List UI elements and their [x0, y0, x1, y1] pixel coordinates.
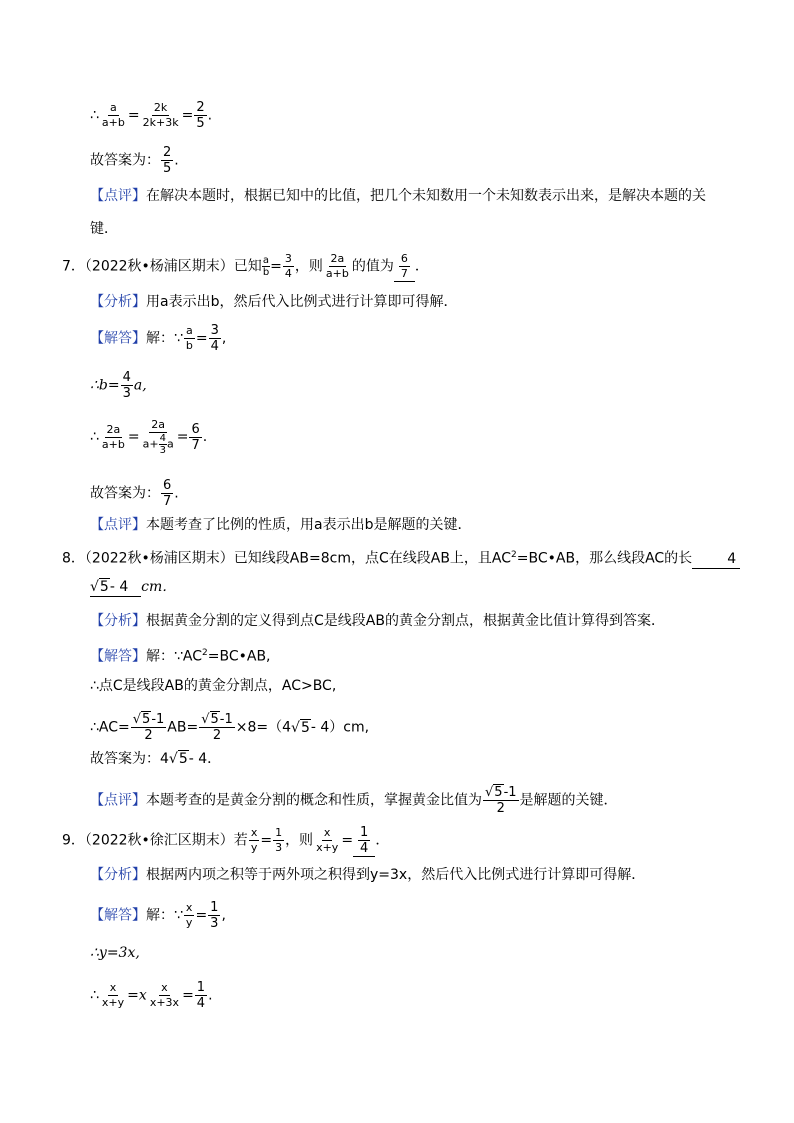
sqrt-icon: √5: [168, 751, 188, 767]
text: - 4．: [188, 751, 222, 767]
question-number: 8．: [62, 550, 85, 567]
question-number: 7．: [62, 258, 85, 275]
sqrt-icon: √5: [291, 719, 310, 736]
fraction: $\frac{6}{7}$: [191, 421, 200, 453]
fraction: $\frac{2a}{a+b}$: [325, 252, 349, 280]
analysis-text: 根据黄金分割的定义得到点C是线段AB的黄金分割点，根据黄金比值计算得到答案．: [146, 613, 665, 629]
text: 解：∵AC: [146, 648, 203, 665]
comment-text: 是解题的关键．: [519, 792, 618, 809]
superscript: 2: [202, 648, 208, 658]
q7-answer: [90, 478, 179, 509]
equals: =: [195, 330, 208, 347]
fraction: $\frac{3}{4}$: [210, 323, 219, 354]
analysis-tag: 【分析】: [90, 294, 146, 310]
comment-text: 在解决本题时，根据已知中的比值，把几个未知数用一个未知数表示出来，是解决本题的关: [146, 188, 706, 204]
q8-step3: [90, 712, 369, 743]
text: ∴点C是线段AB的黄金分割点，AC>BC,: [90, 678, 337, 694]
text: 解：∵: [146, 330, 183, 347]
fraction: $\frac{2k}{2k+3k}$: [142, 101, 179, 129]
fraction: $\frac{x}{x+3x}$: [149, 981, 180, 1009]
q8-step2: [90, 677, 336, 695]
comment-tag: 【点评】: [90, 792, 146, 809]
fraction: $\frac{√5-1}{2}$: [201, 712, 233, 743]
text: ×8=（4: [235, 719, 292, 736]
period: .: [174, 152, 179, 169]
q9-solution: [90, 900, 226, 931]
answer-label: 故答案为：4: [90, 751, 169, 767]
question-text: （2022秋•杨浦区期末）已知线段AB=8cm，点C在线段AB上，且AC: [84, 550, 512, 567]
fraction: $\frac{a}{a+b}$: [101, 101, 125, 129]
q8-answer: [90, 750, 221, 768]
text: - 4）cm,: [310, 719, 370, 736]
q6-comment: [90, 187, 706, 205]
q6-comment-cont: [90, 220, 118, 238]
fraction: $\frac{1}{4}$: [360, 825, 369, 856]
text: ∴b=: [90, 377, 120, 394]
fraction: $\frac{x}{x+y}$: [316, 826, 339, 854]
solution-tag: 【解答】: [90, 330, 146, 347]
equals: =: [182, 987, 194, 1004]
equals: =: [127, 107, 140, 124]
therefore-symbol: ∴: [90, 107, 99, 124]
fraction: $\frac{√5-1}{2}$: [132, 712, 165, 743]
q7-question: [62, 252, 429, 282]
q9-step3: [90, 980, 213, 1011]
fraction: $\frac{x}{y}$: [250, 826, 258, 854]
comma: ,: [221, 330, 227, 347]
fraction: $\frac{1}{3}$: [275, 826, 283, 854]
q8-question-cont: [90, 578, 176, 597]
text: 的值为: [351, 258, 394, 275]
analysis-tag: 【分析】: [90, 613, 146, 629]
question-number: 9．: [62, 832, 85, 849]
text: =x: [127, 987, 147, 1004]
fraction: $\frac{x}{y}$: [185, 901, 193, 929]
equals: =: [341, 832, 354, 849]
period: .: [208, 987, 213, 1004]
fraction: $\frac{x}{x+y}$: [101, 981, 125, 1009]
question-source: （2022秋•徐汇区期末）若: [84, 832, 248, 849]
superscript: 2: [511, 550, 517, 560]
fraction: $\frac{2}{5}$: [163, 145, 172, 176]
q6-answer: [90, 145, 179, 176]
question-text: =BC•AB，那么线段AC的长: [516, 550, 693, 567]
answer-label: 故答案为：: [90, 152, 160, 169]
answer-label: 故答案为：: [90, 485, 160, 502]
text: a,: [133, 377, 147, 394]
analysis-tag: 【分析】: [90, 867, 146, 883]
fraction: $\frac{1}{3}$: [210, 900, 219, 931]
solution-tag: 【解答】: [90, 648, 146, 665]
sqrt-icon: √5: [485, 785, 503, 800]
q9-question: [62, 825, 389, 857]
answer-blank: 4: [692, 550, 740, 569]
period: ．: [414, 258, 429, 275]
period: .: [207, 107, 213, 124]
comment-text: 键．: [90, 221, 118, 237]
sqrt-icon: √5: [201, 712, 219, 727]
text: =BC•AB,: [207, 648, 271, 665]
comment-tag: 【点评】: [90, 188, 146, 204]
equals: =: [176, 429, 189, 445]
q7-solution: [90, 323, 226, 354]
q9-analysis: [90, 866, 645, 884]
period: .: [174, 485, 179, 502]
unit: cm．: [141, 579, 177, 595]
q7-comment: [90, 516, 471, 534]
q8-solution: [90, 644, 271, 666]
answer-blank: [353, 825, 375, 857]
fraction: $\frac{1}{4}$: [196, 980, 206, 1011]
comment-text: 本题考查的是黄金分割的概念和性质，掌握黄金比值为: [146, 792, 482, 809]
therefore-symbol: ∴: [90, 429, 99, 445]
sqrt-icon: √5: [90, 579, 109, 595]
period: .: [202, 429, 208, 445]
fraction: $\frac{a}{b}$: [185, 324, 193, 352]
fraction: $\frac{6}{7}$: [400, 252, 408, 280]
equals: =: [260, 832, 273, 849]
question-source: （2022秋•杨浦区期末）已知: [84, 258, 262, 275]
fraction: $\frac{4}{3}$: [122, 370, 131, 401]
fraction: $\frac{2a}{a+b}$: [101, 422, 125, 451]
comma: ,: [221, 907, 226, 924]
analysis-text: 根据两内项之积等于两外项之积得到y=3x，然后代入比例式进行计算即可得解．: [146, 867, 646, 883]
text: ，则: [294, 258, 323, 275]
text: ∴AC=: [90, 719, 130, 736]
q8-comment: [90, 785, 618, 816]
therefore-symbol: ∴: [90, 987, 99, 1004]
period: ．: [375, 832, 390, 849]
fraction: $\frac{2}{5}$: [196, 100, 205, 131]
equals: =: [270, 258, 282, 275]
equals: =: [127, 429, 140, 445]
answer-blank: √5- 4: [90, 578, 141, 597]
solution-tag: 【解答】: [90, 907, 146, 924]
q8-question: [62, 546, 740, 569]
text: AB=: [167, 719, 199, 736]
comment-tag: 【点评】: [90, 517, 146, 533]
comment-text: 本题考查了比例的性质，用a表示出b是解题的关键．: [146, 517, 472, 533]
equals: =: [195, 907, 208, 924]
q7-step2: [90, 370, 147, 401]
q8-analysis: [90, 612, 665, 630]
text: ，则: [285, 832, 314, 849]
fraction: $\frac{6}{7}$: [163, 478, 172, 509]
fraction: $\frac{3}{4}$: [284, 252, 292, 280]
text: ∴y=3x,: [90, 945, 140, 961]
q7-analysis: [90, 293, 457, 311]
fraction: $\frac{a}{b}$: [262, 255, 270, 278]
q7-step3: [90, 418, 207, 456]
fraction: $\frac{4}{3}$: [159, 433, 166, 456]
analysis-text: 用a表示出b，然后代入比例式进行计算即可得解．: [146, 294, 458, 310]
fraction: $\frac{√5-1}{2}$: [485, 785, 517, 816]
sqrt-icon: √5: [132, 712, 151, 727]
q9-step2: [90, 944, 140, 962]
q6-step-result: [90, 100, 212, 131]
answer-blank: [394, 252, 415, 282]
equals: =: [181, 107, 194, 124]
fraction: 2a a+ $\frac{4}{3}$ a: [142, 418, 174, 456]
text: 解：∵: [146, 907, 183, 924]
